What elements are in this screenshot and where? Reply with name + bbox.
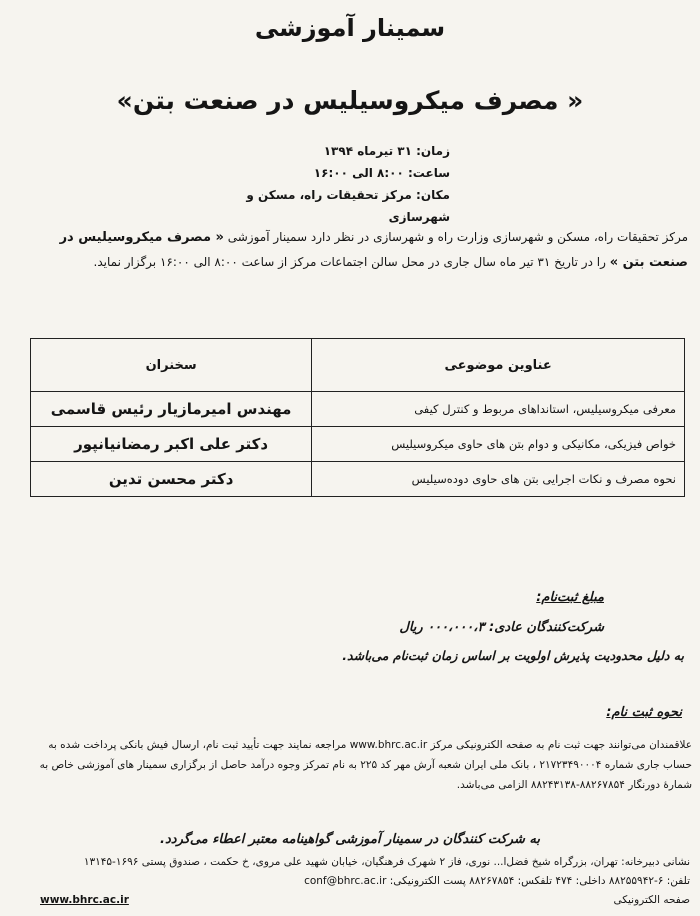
table-row — [31, 462, 685, 497]
footer-web-label: صفحه الکترونیکی — [613, 894, 690, 906]
seminar-name: « مصرف میکروسیلیس در صنعت بتن» — [116, 86, 584, 115]
table-row — [31, 427, 685, 462]
event-date: زمان: ۳۱ تیرماه ۱۳۹۴ — [323, 144, 450, 158]
footer-phone: تلفن: ۶-۸۸۲۵۵۹۴۲ داخلی: ۴۷۴ تلفکس: ۸۸۲۶۷۸۵۴ پست الکترونیکی: conf@bhrc.ac.ir — [304, 875, 690, 887]
table-row — [31, 392, 685, 427]
certificate-note: به شرکت کنندگان در سمینار آموزشی گواهینامه معتبر اعطاء می‌گردد. — [160, 832, 540, 847]
table-header-row — [31, 339, 685, 392]
speaker-cell: مهندس امیرمازیار رئیس قاسمی — [31, 392, 312, 427]
col-speaker-header: سخنران — [31, 339, 312, 392]
event-location: مکان: مرکز تحقیقات راه، مسکن و شهرسازی — [246, 188, 450, 224]
intro-paragraph — [28, 225, 688, 275]
contact-footer — [40, 853, 690, 910]
topics-table — [30, 338, 685, 497]
fee-regular: شرکت‌کنندگان عادی: ۰۰۰،۰۰۰،۳ ریال — [399, 620, 604, 635]
registration-text: علاقمندان می‌توانند جهت ثبت نام به صفحه الکترونیکی مرکز www.bhrc.ac.ir مراجعه نمایند جهت تأیید ثبت نام، ارسال فیش بانکی پرداخت شده به حساب جاری شماره ۲۱۷۲۳۴۹۰۰۰۴ ، بانک ملی ایران شعبه آرش مهر کد ۲۲۵ به نام تمرکز وجوه درآمد حاصل از برگزاری سمینار های آموزشی خاص به شمارهٔ دورنگار ۸۸۲۶۷۸۵۴-۸۸۲۴۳۱۳۸ الزامی می‌باشد. — [39, 739, 692, 791]
intro-highlight: « مصرف میکروسیلیس در صنعت بتن » — [59, 230, 688, 270]
footer-address: نشانی دبیرخانه: تهران، بزرگراه شیخ فضل‌ا... نوری، فاز ۲ شهرک فرهنگیان، خیابان شهید علی مروی، خ حکمت ، صندوق پستی ۱۶۹۶-۱۳۱۴۵ — [83, 856, 690, 868]
event-time: ساعت: ۸:۰۰ الی ۱۶:۰۰ — [313, 166, 450, 180]
intro-part1: مرکز تحقیقات راه، مسکن و شهرسازی وزارت راه و شهرسازی در نظر دارد سمینار آموزشی — [223, 230, 688, 244]
col-topic-header: عناوین موضوعی — [312, 339, 685, 392]
topic-cell: خواص فیزیکی، مکانیکی و دوام بتن های حاوی میکروسیلیس — [312, 427, 685, 462]
website-link[interactable]: www.bhrc.ac.ir — [40, 894, 129, 906]
topic-cell: معرفی میکروسیلیس، استانداهای مربوط و کنترل کیفی — [312, 392, 685, 427]
registration-label: نحوه ثبت نام: — [606, 705, 682, 720]
speaker-cell: دکتر علی اکبر رمضانیانپور — [31, 427, 312, 462]
page-title: سمینار آموزشی — [254, 14, 446, 42]
fee-note: به دلیل محدودیت پذیرش اولویت بر اساس زمان ثبت‌نام می‌باشد. — [342, 648, 684, 663]
fee-label: مبلغ ثبت‌نام: — [536, 590, 604, 605]
event-meta — [200, 140, 450, 228]
intro-part2: را در تاریخ ۳۱ تیر ماه سال جاری در محل سالن اجتماعات مرکز از ساعت ۸:۰۰ الی ۱۶:۰۰ برگزار نماید. — [93, 255, 610, 269]
speaker-cell: دکتر محسن تدین — [31, 462, 312, 497]
topic-cell: نحوه مصرف و نکات اجرایی بتن های حاوی دوده‌سیلیس — [312, 462, 685, 497]
footer-web-row — [40, 891, 690, 910]
